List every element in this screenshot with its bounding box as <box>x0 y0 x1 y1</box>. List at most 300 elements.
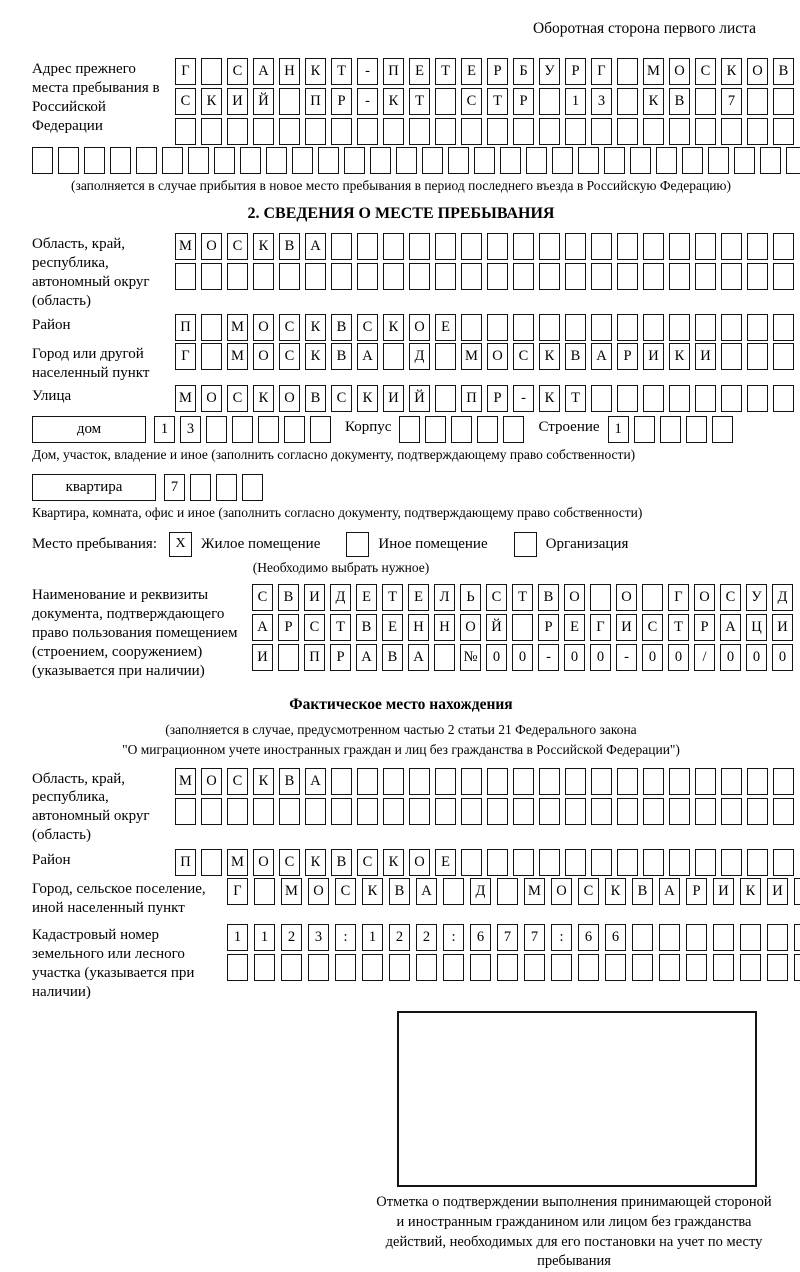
char-box[interactable] <box>136 147 157 174</box>
char-box[interactable] <box>254 954 275 981</box>
char-box[interactable]: 0 <box>668 644 689 671</box>
char-box[interactable] <box>434 644 455 671</box>
char-box[interactable]: В <box>538 584 559 611</box>
char-box[interactable] <box>617 768 638 795</box>
char-box[interactable] <box>659 954 680 981</box>
char-box[interactable] <box>524 954 545 981</box>
char-box[interactable] <box>539 263 560 290</box>
char-box[interactable]: : <box>335 924 356 951</box>
char-box[interactable] <box>617 263 638 290</box>
char-box[interactable] <box>503 416 524 443</box>
char-box[interactable] <box>331 263 352 290</box>
char-box[interactable] <box>399 416 420 443</box>
char-box[interactable]: И <box>767 878 788 905</box>
char-box[interactable]: К <box>201 88 222 115</box>
char-box[interactable] <box>357 233 378 260</box>
char-box[interactable]: Е <box>461 58 482 85</box>
char-box[interactable] <box>435 343 456 370</box>
char-box[interactable]: Т <box>382 584 403 611</box>
char-box[interactable]: С <box>331 385 352 412</box>
char-box[interactable] <box>773 88 794 115</box>
char-box[interactable]: О <box>308 878 329 905</box>
char-box[interactable]: П <box>461 385 482 412</box>
char-box[interactable]: 2 <box>389 924 410 951</box>
char-box[interactable] <box>539 88 560 115</box>
char-box[interactable]: Т <box>512 584 533 611</box>
char-box[interactable] <box>281 954 302 981</box>
char-box[interactable] <box>32 147 53 174</box>
char-box[interactable] <box>513 233 534 260</box>
char-box[interactable] <box>310 416 331 443</box>
char-box[interactable] <box>747 118 768 145</box>
char-box[interactable] <box>305 798 326 825</box>
char-box[interactable]: К <box>305 849 326 876</box>
char-box[interactable]: В <box>278 584 299 611</box>
document-row-3[interactable] <box>252 644 793 671</box>
char-box[interactable]: 1 <box>565 88 586 115</box>
char-box[interactable] <box>292 147 313 174</box>
char-box[interactable]: Д <box>470 878 491 905</box>
char-box[interactable] <box>305 263 326 290</box>
district-row[interactable] <box>175 314 794 341</box>
char-box[interactable]: О <box>694 584 715 611</box>
char-box[interactable] <box>435 233 456 260</box>
char-box[interactable] <box>278 644 299 671</box>
char-box[interactable] <box>590 584 611 611</box>
checkbox-residential[interactable]: X <box>169 532 192 557</box>
factual-district-row[interactable] <box>175 849 794 876</box>
char-box[interactable] <box>409 768 430 795</box>
char-box[interactable]: В <box>331 849 352 876</box>
char-box[interactable]: А <box>408 644 429 671</box>
char-box[interactable]: О <box>460 614 481 641</box>
char-box[interactable] <box>461 233 482 260</box>
stroenie-row[interactable] <box>608 416 733 443</box>
char-box[interactable] <box>175 118 196 145</box>
char-box[interactable]: А <box>253 58 274 85</box>
char-box[interactable] <box>747 768 768 795</box>
char-box[interactable]: 3 <box>591 88 612 115</box>
char-box[interactable] <box>383 118 404 145</box>
char-box[interactable] <box>253 118 274 145</box>
char-box[interactable]: И <box>252 644 273 671</box>
char-box[interactable] <box>487 314 508 341</box>
char-box[interactable] <box>253 263 274 290</box>
char-box[interactable] <box>435 385 456 412</box>
char-box[interactable] <box>695 314 716 341</box>
cadastral-row-2[interactable] <box>227 954 800 981</box>
char-box[interactable]: 0 <box>746 644 767 671</box>
char-box[interactable]: М <box>461 343 482 370</box>
char-box[interactable]: 1 <box>254 924 275 951</box>
char-box[interactable] <box>643 849 664 876</box>
char-box[interactable]: : <box>443 924 464 951</box>
street-row[interactable] <box>175 385 794 412</box>
city-row[interactable] <box>175 343 794 370</box>
char-box[interactable] <box>591 314 612 341</box>
char-box[interactable] <box>461 118 482 145</box>
char-box[interactable]: - <box>538 644 559 671</box>
char-box[interactable]: 0 <box>590 644 611 671</box>
char-box[interactable] <box>175 798 196 825</box>
char-box[interactable]: Т <box>435 58 456 85</box>
char-box[interactable]: Р <box>565 58 586 85</box>
checkbox-organization[interactable] <box>514 532 537 557</box>
char-box[interactable]: М <box>175 385 196 412</box>
char-box[interactable] <box>344 147 365 174</box>
char-box[interactable] <box>227 118 248 145</box>
char-box[interactable]: И <box>616 614 637 641</box>
checkbox-other-premises[interactable] <box>346 532 369 557</box>
char-box[interactable]: Н <box>434 614 455 641</box>
char-box[interactable] <box>721 263 742 290</box>
char-box[interactable]: О <box>253 314 274 341</box>
char-box[interactable]: О <box>409 314 430 341</box>
char-box[interactable]: И <box>772 614 793 641</box>
char-box[interactable] <box>474 147 495 174</box>
char-box[interactable]: Е <box>409 58 430 85</box>
char-box[interactable] <box>451 416 472 443</box>
char-box[interactable]: Б <box>513 58 534 85</box>
char-box[interactable]: А <box>659 878 680 905</box>
char-box[interactable]: С <box>357 849 378 876</box>
char-box[interactable]: В <box>773 58 794 85</box>
char-box[interactable] <box>487 768 508 795</box>
char-box[interactable] <box>617 118 638 145</box>
char-box[interactable]: К <box>721 58 742 85</box>
char-box[interactable] <box>695 768 716 795</box>
factual-city-row[interactable] <box>227 878 800 905</box>
char-box[interactable]: И <box>227 88 248 115</box>
char-box[interactable] <box>512 614 533 641</box>
char-box[interactable] <box>721 385 742 412</box>
char-box[interactable] <box>188 147 209 174</box>
char-box[interactable]: М <box>281 878 302 905</box>
char-box[interactable] <box>201 798 222 825</box>
char-box[interactable] <box>794 924 800 951</box>
char-box[interactable]: В <box>305 385 326 412</box>
char-box[interactable] <box>695 385 716 412</box>
char-box[interactable] <box>357 768 378 795</box>
char-box[interactable]: Й <box>253 88 274 115</box>
char-box[interactable] <box>331 118 352 145</box>
char-box[interactable]: С <box>227 768 248 795</box>
char-box[interactable]: 2 <box>416 924 437 951</box>
char-box[interactable] <box>747 385 768 412</box>
char-box[interactable] <box>526 147 547 174</box>
region-row-1[interactable] <box>175 233 794 260</box>
char-box[interactable]: 2 <box>281 924 302 951</box>
char-box[interactable] <box>695 263 716 290</box>
char-box[interactable]: Р <box>694 614 715 641</box>
char-box[interactable]: Е <box>382 614 403 641</box>
char-box[interactable]: 7 <box>497 924 518 951</box>
previous-address-row-1[interactable] <box>175 58 794 85</box>
char-box[interactable]: В <box>389 878 410 905</box>
char-box[interactable]: Г <box>591 58 612 85</box>
char-box[interactable]: Е <box>435 314 456 341</box>
char-box[interactable] <box>513 798 534 825</box>
char-box[interactable]: С <box>304 614 325 641</box>
char-box[interactable] <box>591 798 612 825</box>
char-box[interactable] <box>461 849 482 876</box>
char-box[interactable] <box>565 233 586 260</box>
char-box[interactable] <box>773 798 794 825</box>
char-box[interactable]: Т <box>487 88 508 115</box>
char-box[interactable] <box>565 768 586 795</box>
char-box[interactable] <box>767 954 788 981</box>
char-box[interactable]: Г <box>590 614 611 641</box>
char-box[interactable] <box>539 118 560 145</box>
char-box[interactable] <box>713 924 734 951</box>
char-box[interactable] <box>747 798 768 825</box>
char-box[interactable] <box>617 314 638 341</box>
char-box[interactable] <box>659 924 680 951</box>
char-box[interactable]: В <box>356 614 377 641</box>
previous-address-row-4[interactable] <box>32 147 770 174</box>
char-box[interactable] <box>409 118 430 145</box>
char-box[interactable] <box>370 147 391 174</box>
char-box[interactable]: М <box>524 878 545 905</box>
korpus-row[interactable] <box>399 416 524 443</box>
factual-region-row-1[interactable] <box>175 768 794 795</box>
char-box[interactable]: С <box>227 385 248 412</box>
char-box[interactable] <box>773 118 794 145</box>
char-box[interactable] <box>279 263 300 290</box>
char-box[interactable]: 3 <box>180 416 201 443</box>
char-box[interactable]: А <box>720 614 741 641</box>
char-box[interactable] <box>254 878 275 905</box>
char-box[interactable]: Р <box>617 343 638 370</box>
char-box[interactable]: К <box>383 314 404 341</box>
char-box[interactable]: Р <box>538 614 559 641</box>
char-box[interactable]: К <box>253 768 274 795</box>
char-box[interactable] <box>435 768 456 795</box>
char-box[interactable] <box>721 849 742 876</box>
char-box[interactable] <box>686 924 707 951</box>
char-box[interactable] <box>632 924 653 951</box>
char-box[interactable] <box>513 263 534 290</box>
char-box[interactable]: У <box>539 58 560 85</box>
char-box[interactable]: К <box>305 343 326 370</box>
char-box[interactable] <box>539 314 560 341</box>
char-box[interactable] <box>284 416 305 443</box>
char-box[interactable] <box>591 233 612 260</box>
char-box[interactable]: 0 <box>720 644 741 671</box>
char-box[interactable] <box>435 798 456 825</box>
char-box[interactable] <box>461 798 482 825</box>
char-box[interactable]: К <box>253 233 274 260</box>
char-box[interactable] <box>305 118 326 145</box>
char-box[interactable]: А <box>357 343 378 370</box>
char-box[interactable] <box>686 416 707 443</box>
char-box[interactable]: - <box>513 385 534 412</box>
char-box[interactable]: М <box>227 314 248 341</box>
char-box[interactable]: Л <box>434 584 455 611</box>
char-box[interactable]: Й <box>486 614 507 641</box>
char-box[interactable]: 1 <box>154 416 175 443</box>
char-box[interactable] <box>201 343 222 370</box>
char-box[interactable]: 0 <box>564 644 585 671</box>
char-box[interactable]: О <box>279 385 300 412</box>
char-box[interactable] <box>201 263 222 290</box>
char-box[interactable] <box>773 343 794 370</box>
char-box[interactable]: О <box>669 58 690 85</box>
char-box[interactable] <box>389 954 410 981</box>
char-box[interactable] <box>669 768 690 795</box>
char-box[interactable]: Г <box>175 58 196 85</box>
char-box[interactable]: В <box>279 768 300 795</box>
char-box[interactable] <box>435 263 456 290</box>
char-box[interactable]: И <box>713 878 734 905</box>
char-box[interactable] <box>513 118 534 145</box>
char-box[interactable]: С <box>720 584 741 611</box>
char-box[interactable] <box>242 474 263 501</box>
char-box[interactable] <box>409 233 430 260</box>
char-box[interactable] <box>643 768 664 795</box>
char-box[interactable]: 1 <box>227 924 248 951</box>
char-box[interactable] <box>669 385 690 412</box>
char-box[interactable]: Р <box>330 644 351 671</box>
char-box[interactable] <box>773 768 794 795</box>
char-box[interactable] <box>214 147 235 174</box>
char-box[interactable]: Е <box>408 584 429 611</box>
char-box[interactable]: К <box>362 878 383 905</box>
char-box[interactable]: Т <box>331 58 352 85</box>
char-box[interactable] <box>461 314 482 341</box>
char-box[interactable] <box>513 849 534 876</box>
char-box[interactable]: О <box>201 768 222 795</box>
char-box[interactable] <box>794 954 800 981</box>
char-box[interactable] <box>201 849 222 876</box>
char-box[interactable]: В <box>565 343 586 370</box>
char-box[interactable]: С <box>227 233 248 260</box>
char-box[interactable]: К <box>643 88 664 115</box>
char-box[interactable]: С <box>227 58 248 85</box>
char-box[interactable]: К <box>740 878 761 905</box>
char-box[interactable] <box>565 263 586 290</box>
char-box[interactable] <box>721 798 742 825</box>
char-box[interactable] <box>721 314 742 341</box>
char-box[interactable]: О <box>201 385 222 412</box>
document-row-2[interactable] <box>252 614 793 641</box>
char-box[interactable]: С <box>642 614 663 641</box>
char-box[interactable]: О <box>564 584 585 611</box>
previous-address-row-3[interactable] <box>175 118 794 145</box>
char-box[interactable]: С <box>461 88 482 115</box>
char-box[interactable] <box>551 954 572 981</box>
char-box[interactable] <box>740 924 761 951</box>
char-box[interactable]: И <box>383 385 404 412</box>
char-box[interactable] <box>227 798 248 825</box>
char-box[interactable] <box>266 147 287 174</box>
char-box[interactable]: К <box>539 343 560 370</box>
char-box[interactable] <box>487 798 508 825</box>
char-box[interactable]: М <box>227 849 248 876</box>
char-box[interactable] <box>740 954 761 981</box>
char-box[interactable]: 6 <box>470 924 491 951</box>
char-box[interactable]: П <box>175 314 196 341</box>
char-box[interactable] <box>721 768 742 795</box>
char-box[interactable] <box>591 768 612 795</box>
char-box[interactable]: О <box>253 849 274 876</box>
char-box[interactable]: П <box>175 849 196 876</box>
char-box[interactable]: Т <box>565 385 586 412</box>
char-box[interactable] <box>435 88 456 115</box>
char-box[interactable] <box>487 118 508 145</box>
char-box[interactable] <box>747 263 768 290</box>
region-row-2[interactable] <box>175 263 794 290</box>
char-box[interactable] <box>201 118 222 145</box>
char-box[interactable]: К <box>305 58 326 85</box>
char-box[interactable] <box>162 147 183 174</box>
char-box[interactable] <box>794 878 800 905</box>
char-box[interactable]: К <box>357 385 378 412</box>
char-box[interactable]: К <box>539 385 560 412</box>
char-box[interactable] <box>58 147 79 174</box>
char-box[interactable]: 7 <box>721 88 742 115</box>
char-box[interactable] <box>643 798 664 825</box>
char-box[interactable] <box>110 147 131 174</box>
char-box[interactable]: П <box>305 88 326 115</box>
char-box[interactable]: В <box>382 644 403 671</box>
char-box[interactable] <box>396 147 417 174</box>
char-box[interactable] <box>435 118 456 145</box>
char-box[interactable]: Т <box>409 88 430 115</box>
char-box[interactable] <box>443 878 464 905</box>
char-box[interactable]: В <box>669 88 690 115</box>
char-box[interactable] <box>773 233 794 260</box>
char-box[interactable] <box>642 584 663 611</box>
char-box[interactable]: П <box>304 644 325 671</box>
char-box[interactable]: / <box>694 644 715 671</box>
char-box[interactable]: О <box>201 233 222 260</box>
char-box[interactable]: Е <box>435 849 456 876</box>
char-box[interactable]: У <box>746 584 767 611</box>
apartment-type-box[interactable]: квартира <box>32 474 156 501</box>
char-box[interactable] <box>591 263 612 290</box>
char-box[interactable] <box>513 314 534 341</box>
char-box[interactable]: Е <box>356 584 377 611</box>
char-box[interactable]: С <box>279 314 300 341</box>
char-box[interactable]: А <box>252 614 273 641</box>
char-box[interactable]: П <box>383 58 404 85</box>
char-box[interactable] <box>721 233 742 260</box>
char-box[interactable] <box>357 263 378 290</box>
char-box[interactable] <box>216 474 237 501</box>
char-box[interactable] <box>747 314 768 341</box>
char-box[interactable] <box>660 416 681 443</box>
char-box[interactable] <box>383 768 404 795</box>
char-box[interactable] <box>318 147 339 174</box>
char-box[interactable]: Г <box>227 878 248 905</box>
char-box[interactable] <box>669 314 690 341</box>
char-box[interactable]: О <box>616 584 637 611</box>
char-box[interactable] <box>500 147 521 174</box>
char-box[interactable] <box>409 798 430 825</box>
char-box[interactable] <box>422 147 443 174</box>
char-box[interactable] <box>539 768 560 795</box>
cadastral-row-1[interactable] <box>227 924 800 951</box>
char-box[interactable]: С <box>279 343 300 370</box>
char-box[interactable] <box>617 798 638 825</box>
document-row-1[interactable] <box>252 584 793 611</box>
char-box[interactable] <box>682 147 703 174</box>
char-box[interactable]: 1 <box>362 924 383 951</box>
char-box[interactable] <box>669 263 690 290</box>
char-box[interactable] <box>605 954 626 981</box>
char-box[interactable] <box>201 58 222 85</box>
